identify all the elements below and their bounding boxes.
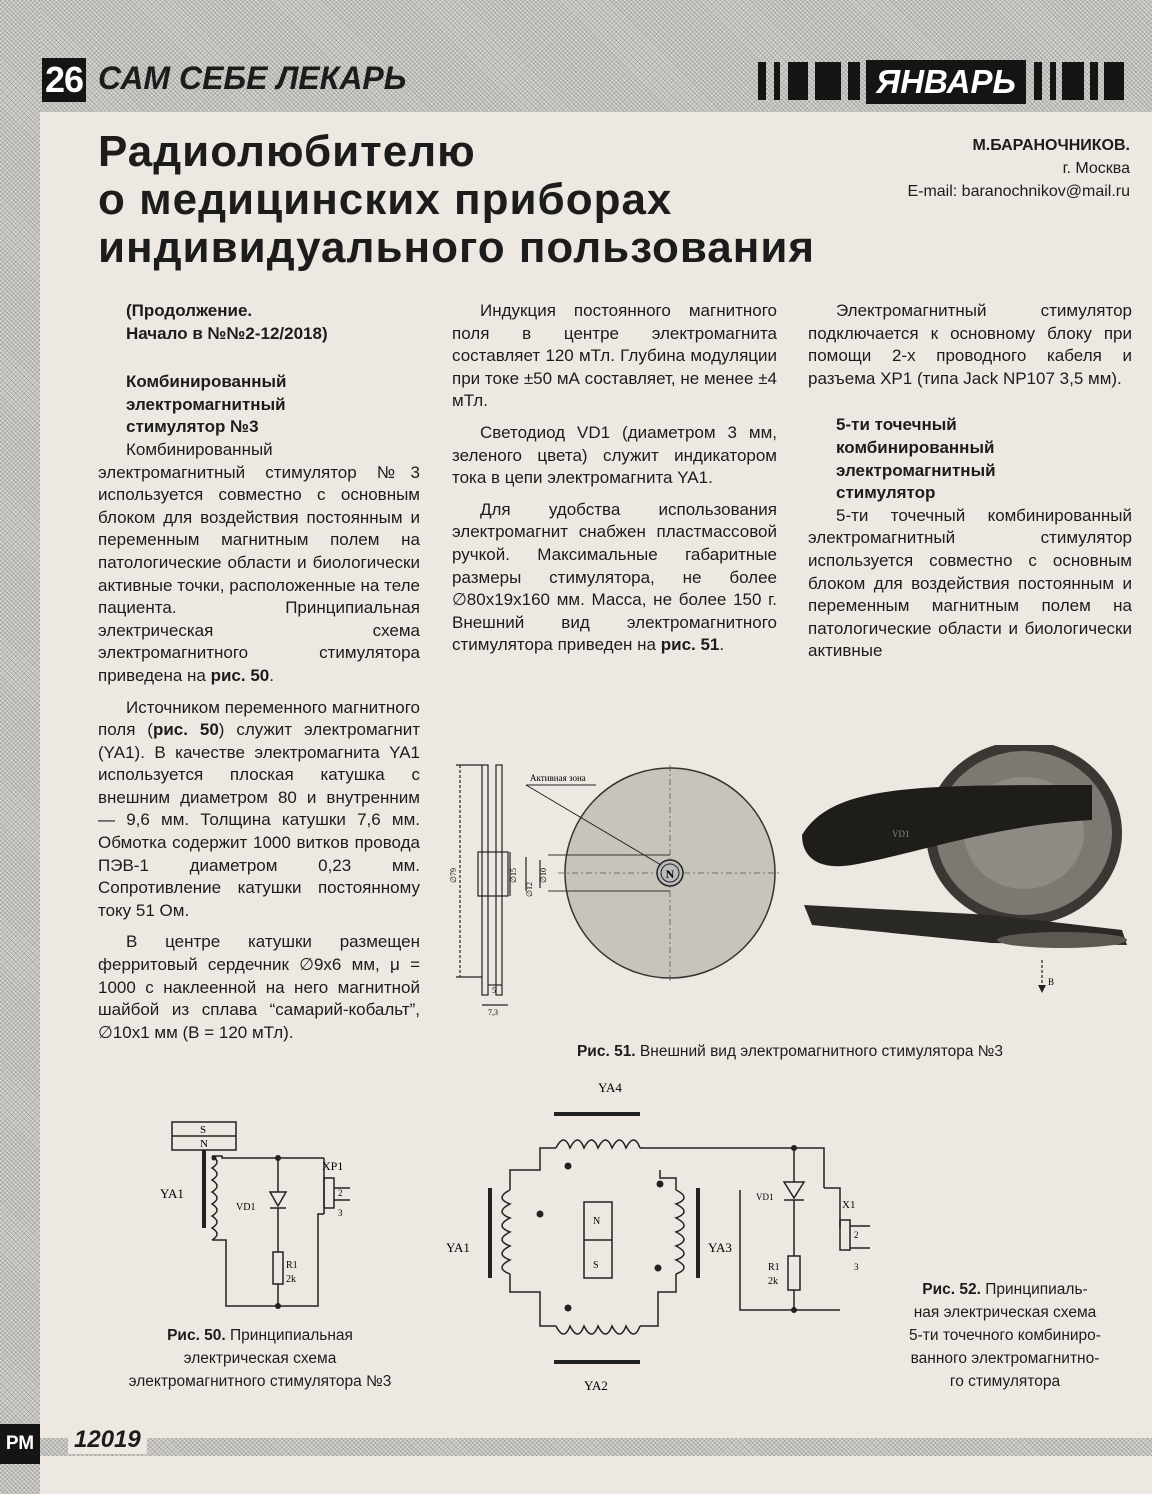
column-1 [98,300,420,1044]
vd1-photo-label: VD1 [892,829,910,839]
ya3-winding [676,1190,684,1274]
paragraph-text: ) служит электромагнит (YA1). В качестве электромагнита YA1 используется плоская катушка с внешним диаметром 80 и внутренним — 9,6 мм. Толщина катушки 7,6 мм. Обмотка содержит 1000 витков провода ПЭВ-1 диаметром 0,23 мм. Сопротивление катушки постоянному току 51 Ом. [98,720,420,920]
caption-line: ванного электромагнитно- [910,1350,1100,1367]
resistor-symbol [788,1256,800,1290]
figure-reference: рис. 51 [660,635,720,655]
paragraph-text: Источником переменного магнитного поля ( [98,697,420,740]
ya1-winding [502,1190,510,1274]
paragraph: В центре катушки размещен ферритовый сердечник ∅9x6 мм, μ = 1000 с наклеенной на него магнитной шайбой из сплава “самарий-кобальт”, ∅10x1 мм (B = 120 мТл). [98,932,420,1042]
paragraph-text: Комбинированный электромагнитный стимулятор №3 используется совместно с основным блоком для воздействия постоянным и переменным магнитным полем на патологические области и биологически активные точки, расположенные на теле пациента. Принципиальная электрическая схема электромагнитного стимулятора приведена на [98,439,420,685]
caption-line: электромагнитного стимулятора №3 [128,1373,392,1390]
dim-label: 7,3 [488,1008,498,1017]
caption-line: го стимулятора [949,1373,1061,1390]
paragraph [452,499,777,657]
label-ya2: YA2 [584,1378,608,1393]
label-pin3: 3 [854,1262,859,1272]
fig50-schematic [150,1118,390,1318]
paragraph: 5-ти точечный комбинированный электромагнитный стимулятор используется совместно с основным блоком для воздействия постоянным и переменным магнитным полем на патологические области и биологически активные [808,505,1132,661]
caption-line: Принципиаль- [980,1281,1088,1298]
heading-line: стимулятор [836,483,936,503]
fig52-schematic [440,1078,900,1398]
heading-line: электромагнитный [836,460,996,480]
label-pin3: 3 [338,1208,343,1218]
label-r1-value: 2k [768,1276,778,1287]
title-line: Радиолюбителю [98,127,476,176]
caption-number: Рис. 51. [576,1043,636,1060]
column-2 [452,300,777,657]
magazine-mark: РМ [0,1424,40,1464]
led-symbol [784,1182,804,1198]
caption-line: 5-ти точечного комбиниро- [909,1327,1101,1344]
paragraph: Индукция постоянного магнитного поля в центре электромагнита составляет 120 мТл. Глубина модуляции при токе ±50 мА составляет, не менее ±4 мТл. [452,301,777,411]
coil-winding [212,1156,217,1240]
section-heading [98,371,420,439]
title-line: о медицинских приборах [98,175,673,224]
section-title: САМ СЕБЕ ЛЕКАРЬ [98,60,407,96]
coil-side-plate [496,765,502,995]
label-vd1: VD1 [236,1202,256,1213]
label-ya4: YA4 [598,1080,622,1095]
heading-line: Комбинированный [126,372,287,392]
label-s: S [200,1124,207,1136]
label-r1-value: 2k [286,1274,296,1285]
caption-number: Рис. 52. [922,1281,981,1298]
continuation-line: Начало в №№2-12/2018) [126,323,328,343]
fig52-caption [880,1278,1130,1393]
paragraph-text: Для удобства использования электромагнит снабжен пластмассовой ручкой. Максимальные габаритные размеры стимулятора, не более ∅80x19x160 мм. Масса, не более 150 г. Внешний вид электромагнитного стимулятора приведен на [452,499,777,655]
paragraph-text: . [719,635,725,655]
label-vd1: VD1 [756,1192,774,1202]
caption-line: ная электрическая схема [913,1304,1097,1321]
label-ya1: YA1 [160,1186,184,1201]
dim-label: ∅12 [525,882,534,897]
dim-label: ∅15 [509,868,518,883]
author-city: г. Москва [1062,160,1130,177]
dim-label: 5 [492,986,496,995]
paragraph [98,697,420,923]
label-xp1: XP1 [322,1159,344,1173]
paragraph: Электромагнитный стимулятор подключается к основному блоку при помощи 2-х проводного кабеля и разъема XP1 (типа Jack NP107 3,5 мм). [808,301,1132,388]
heading-line: электромагнитный [126,394,286,414]
footer-band [40,1438,1152,1456]
section-heading [808,414,1132,504]
continuation-line: (Продолжение. [126,301,253,320]
fig51-photo [792,745,1132,995]
label-s: S [593,1260,599,1271]
coil-side-plate [482,765,488,995]
dim-label: ∅10 [539,868,548,883]
label-x1: X1 [842,1199,856,1211]
label-n: N [200,1138,208,1150]
active-zone-label: Активная зона [530,773,586,783]
ya2-winding [556,1326,640,1334]
author-email: E-mail: baranochnikov@mail.ru [907,183,1130,200]
caption-number: Рис. 50. [167,1327,226,1344]
month-label: ЯНВАРЬ [866,60,1026,104]
paragraph [98,439,420,688]
left-margin-strip [0,0,40,1494]
label-n: N [593,1216,601,1227]
caption-line: электрическая схема [183,1350,337,1367]
page-number: 26 [42,58,86,102]
figure-reference: рис. 50 [210,665,270,685]
paragraph-text: . [269,665,274,685]
author-name: М.БАРАНОЧНИКОВ. [972,137,1130,154]
fig50-caption [100,1324,420,1393]
heading-line: комбинированный [836,437,995,457]
author-block [907,134,1130,203]
b-field-label: B [1048,977,1055,987]
ya4-winding [556,1140,640,1148]
resistor-symbol [273,1252,283,1284]
dim-label: ∅79 [449,868,458,883]
title-line: индивидуального пользования [98,223,816,272]
magnet-pole-label: N [665,867,675,881]
label-ya1: YA1 [446,1240,470,1255]
heading-line: 5-ти точечный [836,415,957,435]
paragraph: Светодиод VD1 (диаметром 3 мм, зеленого цвета) служит индикатором тока в цепи электромагнита YA1. [452,422,777,488]
label-pin2: 2 [338,1188,343,1198]
caption-text: Внешний вид электромагнитного стимулятора №3 [635,1043,1004,1060]
label-ya3: YA3 [708,1240,732,1255]
column-3 [808,300,1132,663]
fig51-caption [440,1040,1140,1063]
led-symbol [270,1192,286,1206]
issue-number: 12019 [68,1426,147,1454]
article-title [98,128,815,272]
fig51-drawing [448,755,798,1025]
caption-line: Принципиальная [225,1327,353,1344]
label-r1: R1 [286,1260,298,1271]
heading-line: стимулятор №3 [126,417,259,437]
label-pin2: 2 [854,1230,859,1240]
label-r1: R1 [768,1262,780,1273]
continuation-note [98,300,420,345]
figure-reference: рис. 50 [152,720,219,740]
